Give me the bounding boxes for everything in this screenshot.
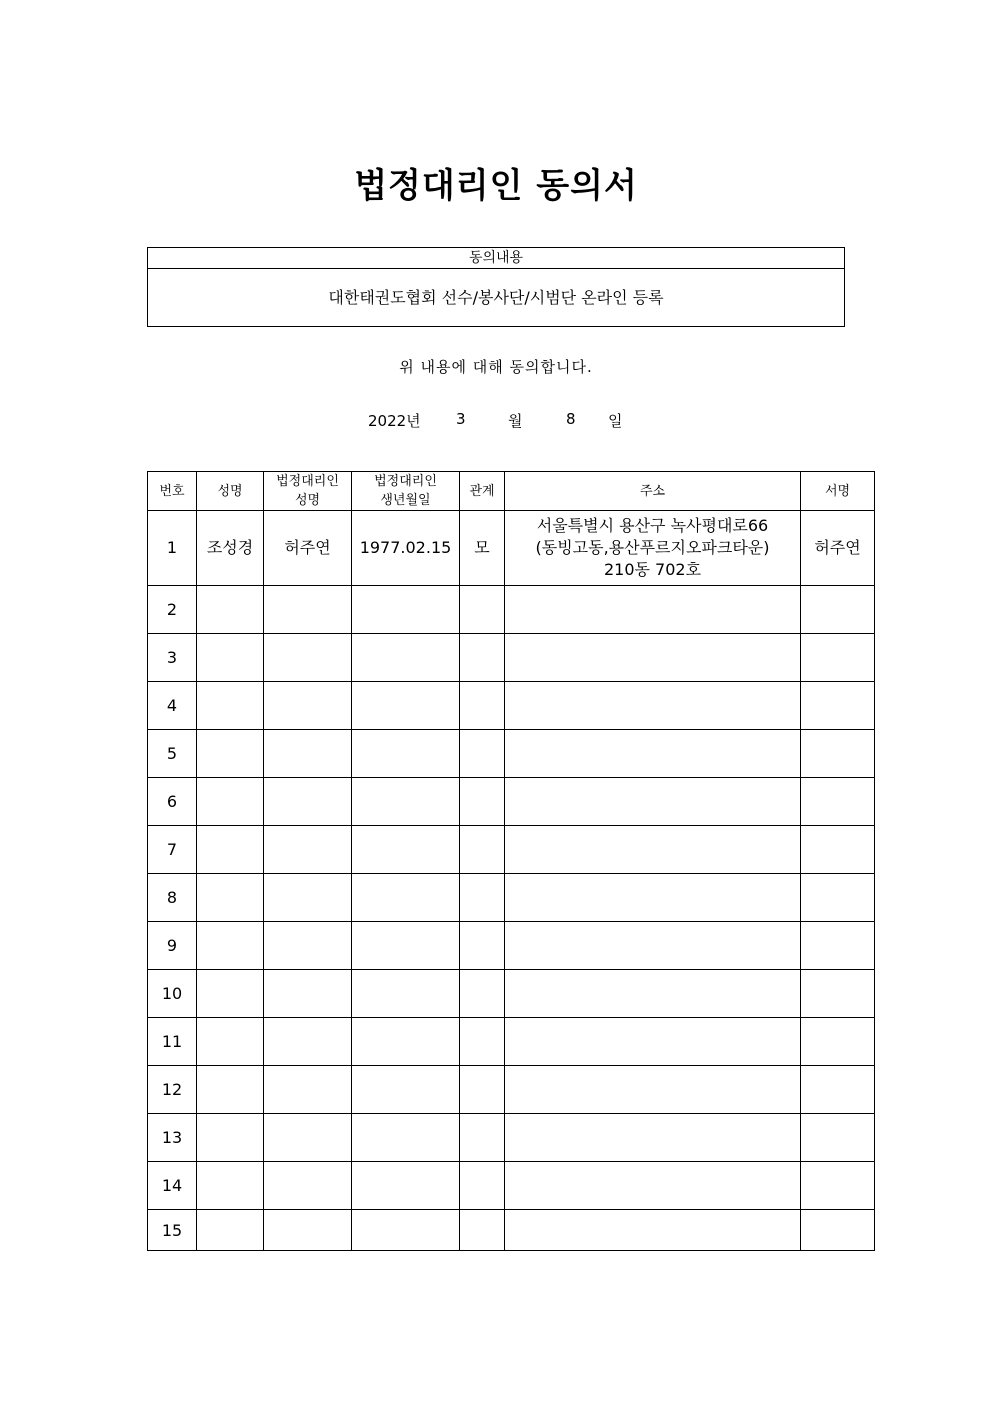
cell-guardian-name[interactable]	[264, 826, 352, 874]
address-line2: (동빙고동,용산푸르지오파크타운)	[535, 538, 770, 557]
cell-name[interactable]	[197, 1210, 264, 1251]
cell-signature: 허주연	[801, 511, 875, 586]
cell-guardian-name[interactable]	[264, 1018, 352, 1066]
cell-guardian-name[interactable]	[264, 922, 352, 970]
cell-address[interactable]	[505, 730, 801, 778]
cell-guardian-name[interactable]	[264, 634, 352, 682]
cell-signature[interactable]	[801, 682, 875, 730]
cell-guardian-name[interactable]	[264, 682, 352, 730]
cell-number: 14	[148, 1162, 197, 1210]
cell-guardian-name[interactable]	[264, 874, 352, 922]
cell-address[interactable]	[505, 1018, 801, 1066]
cell-address[interactable]	[505, 922, 801, 970]
cell-relation[interactable]	[460, 1162, 505, 1210]
cell-guardian-birth[interactable]	[352, 922, 460, 970]
col-guardian-name-line1: 법정대리인	[276, 474, 339, 489]
col-guardian-name-line2: 성명	[294, 493, 321, 508]
cell-guardian-name[interactable]	[264, 1066, 352, 1114]
cell-number: 9	[148, 922, 197, 970]
cell-number: 12	[148, 1066, 197, 1114]
cell-signature[interactable]	[801, 1162, 875, 1210]
cell-address[interactable]	[505, 586, 801, 634]
cell-name[interactable]	[197, 730, 264, 778]
cell-guardian-birth: 1977.02.15	[352, 511, 460, 586]
cell-relation[interactable]	[460, 586, 505, 634]
cell-signature[interactable]	[801, 1066, 875, 1114]
cell-address[interactable]	[505, 874, 801, 922]
table-row	[148, 1162, 875, 1210]
cell-guardian-birth[interactable]	[352, 586, 460, 634]
col-guardian-birth-line2: 생년월일	[380, 493, 431, 508]
cell-address[interactable]	[505, 1066, 801, 1114]
cell-signature[interactable]	[801, 874, 875, 922]
cell-guardian-birth[interactable]	[352, 826, 460, 874]
table-row	[148, 922, 875, 970]
cell-address[interactable]	[505, 778, 801, 826]
cell-signature[interactable]	[801, 826, 875, 874]
cell-guardian-birth[interactable]	[352, 874, 460, 922]
cell-name: 조성경	[197, 511, 264, 586]
cell-signature[interactable]	[801, 970, 875, 1018]
cell-signature[interactable]	[801, 1018, 875, 1066]
cell-signature[interactable]	[801, 1114, 875, 1162]
table-row	[148, 1114, 875, 1162]
cell-relation[interactable]	[460, 922, 505, 970]
cell-relation[interactable]	[460, 1066, 505, 1114]
cell-guardian-birth[interactable]	[352, 634, 460, 682]
document-title: 법정대리인 동의서	[354, 166, 638, 206]
table-row	[148, 586, 875, 634]
cell-relation[interactable]	[460, 874, 505, 922]
col-guardian-birth-line1: 법정대리인	[374, 474, 437, 489]
col-signature: 서명	[801, 472, 875, 511]
cell-signature[interactable]	[801, 1210, 875, 1251]
cell-address[interactable]	[505, 1114, 801, 1162]
cell-guardian-name[interactable]	[264, 778, 352, 826]
cell-guardian-birth[interactable]	[352, 730, 460, 778]
cell-guardian-name[interactable]	[264, 970, 352, 1018]
cell-guardian-birth[interactable]	[352, 1114, 460, 1162]
cell-signature[interactable]	[801, 730, 875, 778]
cell-guardian-birth[interactable]	[352, 970, 460, 1018]
cell-address[interactable]	[505, 634, 801, 682]
cell-number: 13	[148, 1114, 197, 1162]
cell-relation[interactable]	[460, 1210, 505, 1251]
cell-guardian-name[interactable]	[264, 586, 352, 634]
cell-number: 3	[148, 634, 197, 682]
cell-number: 10	[148, 970, 197, 1018]
col-address: 주소	[505, 472, 801, 511]
table-row	[148, 682, 875, 730]
cell-name[interactable]	[197, 1018, 264, 1066]
cell-relation[interactable]	[460, 682, 505, 730]
cell-relation[interactable]	[460, 826, 505, 874]
cell-number: 8	[148, 874, 197, 922]
table-row	[148, 778, 875, 826]
cell-name[interactable]	[197, 970, 264, 1018]
cell-relation[interactable]	[460, 1018, 505, 1066]
table-row	[148, 1066, 875, 1114]
cell-guardian-name[interactable]	[264, 1114, 352, 1162]
cell-number: 1	[148, 511, 197, 586]
col-name: 성명	[197, 472, 264, 511]
cell-address[interactable]	[505, 970, 801, 1018]
cell-number: 6	[148, 778, 197, 826]
cell-number: 2	[148, 586, 197, 634]
cell-number: 11	[148, 1018, 197, 1066]
cell-name[interactable]	[197, 1066, 264, 1114]
cell-number: 15	[148, 1210, 197, 1251]
col-number: 번호	[148, 472, 197, 511]
consent-box	[147, 247, 845, 327]
cell-relation: 모	[460, 511, 505, 586]
cell-name[interactable]	[197, 682, 264, 730]
table-row	[148, 511, 875, 586]
table-row	[148, 1210, 875, 1251]
cell-number: 5	[148, 730, 197, 778]
cell-number: 7	[148, 826, 197, 874]
cell-guardian-name[interactable]	[264, 730, 352, 778]
cell-address[interactable]	[505, 682, 801, 730]
date-day-label: 일	[608, 412, 623, 430]
table-row	[148, 874, 875, 922]
cell-signature[interactable]	[801, 634, 875, 682]
cell-name[interactable]	[197, 586, 264, 634]
date-month-value: 3	[456, 410, 466, 428]
date-month-label: 월	[508, 412, 523, 430]
cell-signature[interactable]	[801, 586, 875, 634]
cell-relation[interactable]	[460, 1114, 505, 1162]
cell-name[interactable]	[197, 634, 264, 682]
cell-address	[505, 511, 801, 586]
col-guardian-name	[264, 472, 352, 511]
cell-address[interactable]	[505, 1210, 801, 1251]
cell-relation[interactable]	[460, 634, 505, 682]
cell-relation[interactable]	[460, 970, 505, 1018]
address-line1: 서울특별시 용산구 녹사평대로66	[536, 516, 769, 535]
table-header-row	[148, 472, 875, 511]
cell-guardian-name[interactable]	[264, 1162, 352, 1210]
date-year: 2022년	[368, 412, 421, 430]
cell-name[interactable]	[197, 826, 264, 874]
cell-name[interactable]	[197, 1114, 264, 1162]
cell-name[interactable]	[197, 1162, 264, 1210]
cell-guardian-birth[interactable]	[352, 1162, 460, 1210]
cell-guardian-birth[interactable]	[352, 682, 460, 730]
cell-name[interactable]	[197, 874, 264, 922]
cell-signature[interactable]	[801, 778, 875, 826]
table-row	[148, 730, 875, 778]
col-guardian-birth	[352, 472, 460, 511]
cell-number: 4	[148, 682, 197, 730]
consent-content: 대한태권도협회 선수/봉사단/시범단 온라인 등록	[328, 288, 664, 307]
cell-guardian-name: 허주연	[264, 511, 352, 586]
cell-name[interactable]	[197, 922, 264, 970]
cell-guardian-birth[interactable]	[352, 1018, 460, 1066]
date-day-value: 8	[566, 410, 576, 428]
address-line3: 210동 702호	[603, 560, 702, 579]
cell-address[interactable]	[505, 1162, 801, 1210]
cell-name[interactable]	[197, 778, 264, 826]
table-row	[148, 826, 875, 874]
cell-guardian-name[interactable]	[264, 1210, 352, 1251]
table-row	[148, 1018, 875, 1066]
cell-guardian-birth[interactable]	[352, 1210, 460, 1251]
cell-guardian-birth[interactable]	[352, 778, 460, 826]
cell-relation[interactable]	[460, 730, 505, 778]
guardian-table	[147, 471, 875, 1251]
consent-header: 동의내용	[148, 248, 844, 269]
agreement-statement: 위 내용에 대해 동의합니다.	[399, 358, 593, 376]
col-relation: 관계	[460, 472, 505, 511]
cell-address[interactable]	[505, 826, 801, 874]
table-row	[148, 634, 875, 682]
cell-relation[interactable]	[460, 778, 505, 826]
table-row	[148, 970, 875, 1018]
cell-signature[interactable]	[801, 922, 875, 970]
cell-guardian-birth[interactable]	[352, 1066, 460, 1114]
